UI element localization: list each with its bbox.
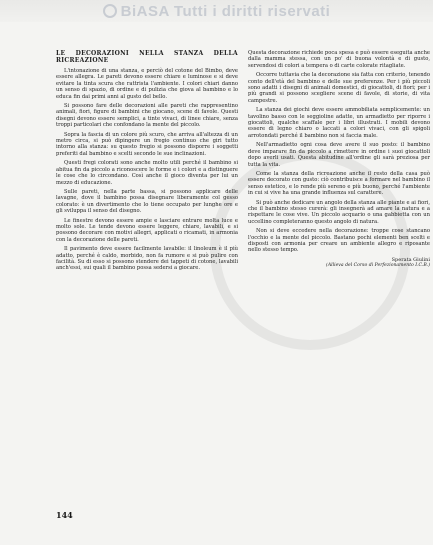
biasa-logo-icon: [103, 4, 117, 18]
paragraph: La stanza dei giochi deve essere ammobiliata semplicemente: un tavolino basso con le seggioline adatte, un armadietto per riporre i giocattoli, qualche scaffale per i libri illustrati. I mobili devono essere di legno chiaro o laccati a colori vivaci, con gli spigoli arrotondati perché il bambino non si faccia male.: [248, 107, 430, 139]
paragraph: Nell'armadietto ogni cosa deve avere il suo posto: il bambino deve imparare fin da piccolo a rimettere in ordine i suoi giocattoli dopo averli usati. Questa abitudine all'ordine gli sarà preziosa per tutta la vita.: [248, 142, 430, 168]
paragraph: Come la stanza della ricreazione anche il resto della casa può essere decorato con gusto: ciò contribuisce a formare nel bambino il senso estetico, e lo rende più sereno e più buono, perché l'ambiente in cui si vive ha una grande influenza sul carattere.: [248, 170, 430, 197]
paragraph: Questi fregi colorati sono anche molto utili perché il bambino si abitua fin da piccolo a riconoscere le forme e i colori e a distinguere le cose che lo circondano. Così anche il gioco diventa per lui un mezzo di educazione.: [56, 160, 238, 186]
paragraph: Non si deve eccedere nella decorazione: troppe cose stancano l'occhio e la mente del piccolo. Bastano pochi elementi ben scelti e disposti con armonia per creare un ambiente allegro e riposante nello stesso tempo.: [248, 228, 430, 254]
paragraph: Questa decorazione richiede poca spesa e può essere eseguita anche dalla mamma stessa, con un po' di buona volontà e di gusto, servendosi di colori a tempera o di carte colorate ritagliate.: [248, 50, 430, 69]
right-column: [248, 50, 430, 270]
paragraph: Sulle pareti, nella parte bassa, si possono applicare delle lavagne, dove il bambino possa disegnare liberamente col gesso colorato: è un divertimento che lo tiene occupato per lunghe ore e gli sviluppa il senso del disegno.: [56, 188, 238, 215]
banner-text: BiASA Tutti i diritti riservati: [120, 2, 331, 20]
paragraph: Il pavimento deve essere facilmente lavabile: il linoleum è il più adatto, perché è caldo, morbido, non fa rumore e si può pulire con facilità. Su di esso si possono stendere dei tappeti di cotone, lavabili anch'essi, sui quali il bambino possa sedersi a giocare.: [56, 246, 238, 272]
page-number: 144: [56, 510, 73, 520]
paragraph: Sopra la fascia di un colore più scuro, che arriva all'altezza di un metro circa, si può dipingere un fregio continuo che giri tutto intorno alla stanza: su questo fregio si possono disporre i soggetti preferiti dal bambino e scelti secondo le sue inclinazioni.: [56, 131, 238, 157]
watermark-banner: [0, 0, 433, 22]
paragraph: Si può anche dedicare un angolo della stanza alle piante e ai fiori, che il bambino stesso curerà: gli insegnerà ad amare la natura e a rispettare le cose vive. Un piccolo acquario o una gabbietta con un uccellino completeranno questo angolo di natura.: [248, 199, 430, 225]
paragraph: Occorre tuttavia che la decorazione sia fatta con criterio, tenendo conto dell'età del bambino e delle sue preferenze. Per i più piccoli sono adatti i disegni di animali domestici, di giocattoli, di fiori; per i più grandi si possono scegliere scene di favole, di storie, di vita campestre.: [248, 72, 430, 104]
left-column: [56, 50, 238, 275]
author-affiliation: (Allieva del Corso di Perfezionamento I.C.B.): [326, 263, 430, 269]
paragraph: Le finestre devono essere ampie e lasciare entrare molta luce e molto sole. Le tende devono essere leggere, chiare, lavabili, e si possono decorare con motivi allegri, applicati o ricamati, in armonia con la decorazione delle pareti.: [56, 217, 238, 243]
paragraph: Si possono fare delle decorazioni alle pareti che rappresentino animali, fiori, figure di bambini che giocano, scene di favole. Questi disegni devono essere semplici, a tinte vivaci, di linee chiare, senza troppi particolari che confondano la mente del piccolo.: [56, 103, 238, 129]
article-heading: LE DECORAZIONI NELLA STANZA DELLA RICREAZIONE: [56, 50, 238, 64]
author-signature: Sperata Giulini: [391, 256, 430, 263]
paragraph: L'intonazione di una stanza, e perciò del cotone del Bimbo, deve essere allegra. Le pareti devono essere chiare e luminose e si deve evitare la tinta scura che rattrista l'ambiente. I colori chiari danno un senso di spazio, di ordine e di pulizia che giova al bambino e lo educa fin dai primi anni al gusto del bello.: [56, 68, 238, 100]
